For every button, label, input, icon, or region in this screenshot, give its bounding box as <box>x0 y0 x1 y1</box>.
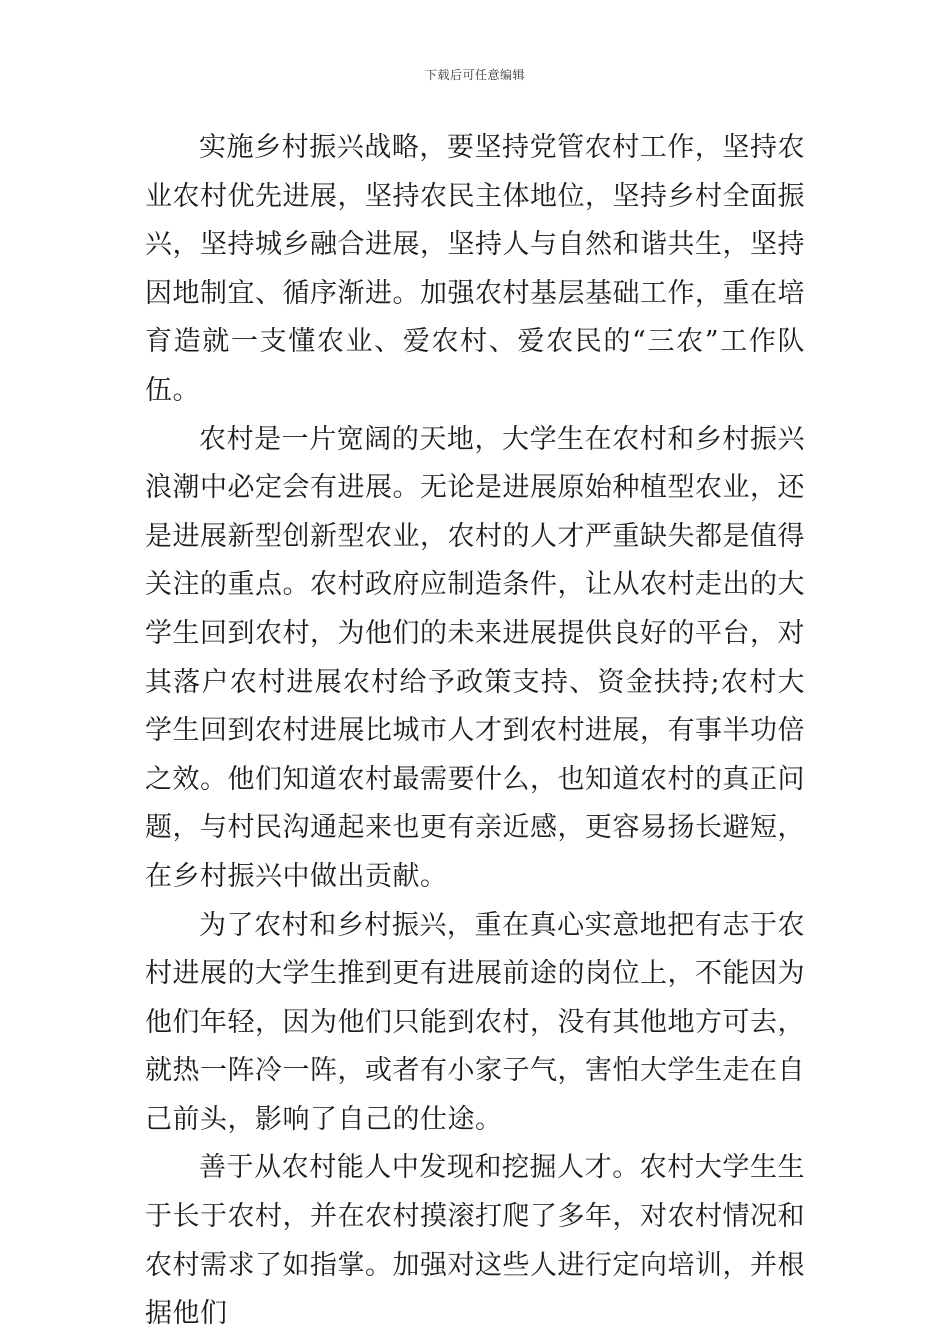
page-header-note: 下载后可任意编辑 <box>424 68 525 82</box>
paragraph-2: 农村是一片宽阔的天地，大学生在农村和乡村振兴浪潮中必定会有进展。无论是进展原始种植型农业，还是进展新型创新型农业，农村的人才严重缺失都是值得关注的重点。农村政府应制造条件，让从农村走出的大学生回到农村，为他们的未来进展提供良好的平台，对其落户农村进展农村给予政策支持、资金扶持;农村大学生回到农村进展比城市人才到农村进展，有事半功倍之效。他们知道农村最需要什么，也知道农村的真正问题，与村民沟通起来也更有亲近感，更容易扬长避短，在乡村振兴中做出贡献。 <box>145 423 805 892</box>
paragraph-3: 为了农村和乡村振兴，重在真心实意地把有志于农村进展的大学生推到更有进展前途的岗位上，不能因为他们年轻，因为他们只能到农村，没有其他地方可去，就热一阵冷一阵，或者有小家子气，害怕大学生走在自己前头，影响了自己的仕途。 <box>145 909 805 1135</box>
document-body <box>145 124 805 1339</box>
paragraph-1: 实施乡村振兴战略，要坚持党管农村工作，坚持农业农村优先进展，坚持农民主体地位，坚持乡村全面振兴，坚持城乡融合进展，坚持人与自然和谐共生，坚持因地制宜、循序渐进。加强农村基层基础工作，重在培育造就一支懂农业、爱农村、爱农民的“三农”工作队伍。 <box>145 132 805 406</box>
paragraph-4: 善于从农村能人中发现和挖掘人才。农村大学生生于长于农村，并在农村摸滚打爬了多年，对农村情况和农村需求了如指掌。加强对这些人进行定向培训，并根据他们 <box>145 1152 805 1330</box>
